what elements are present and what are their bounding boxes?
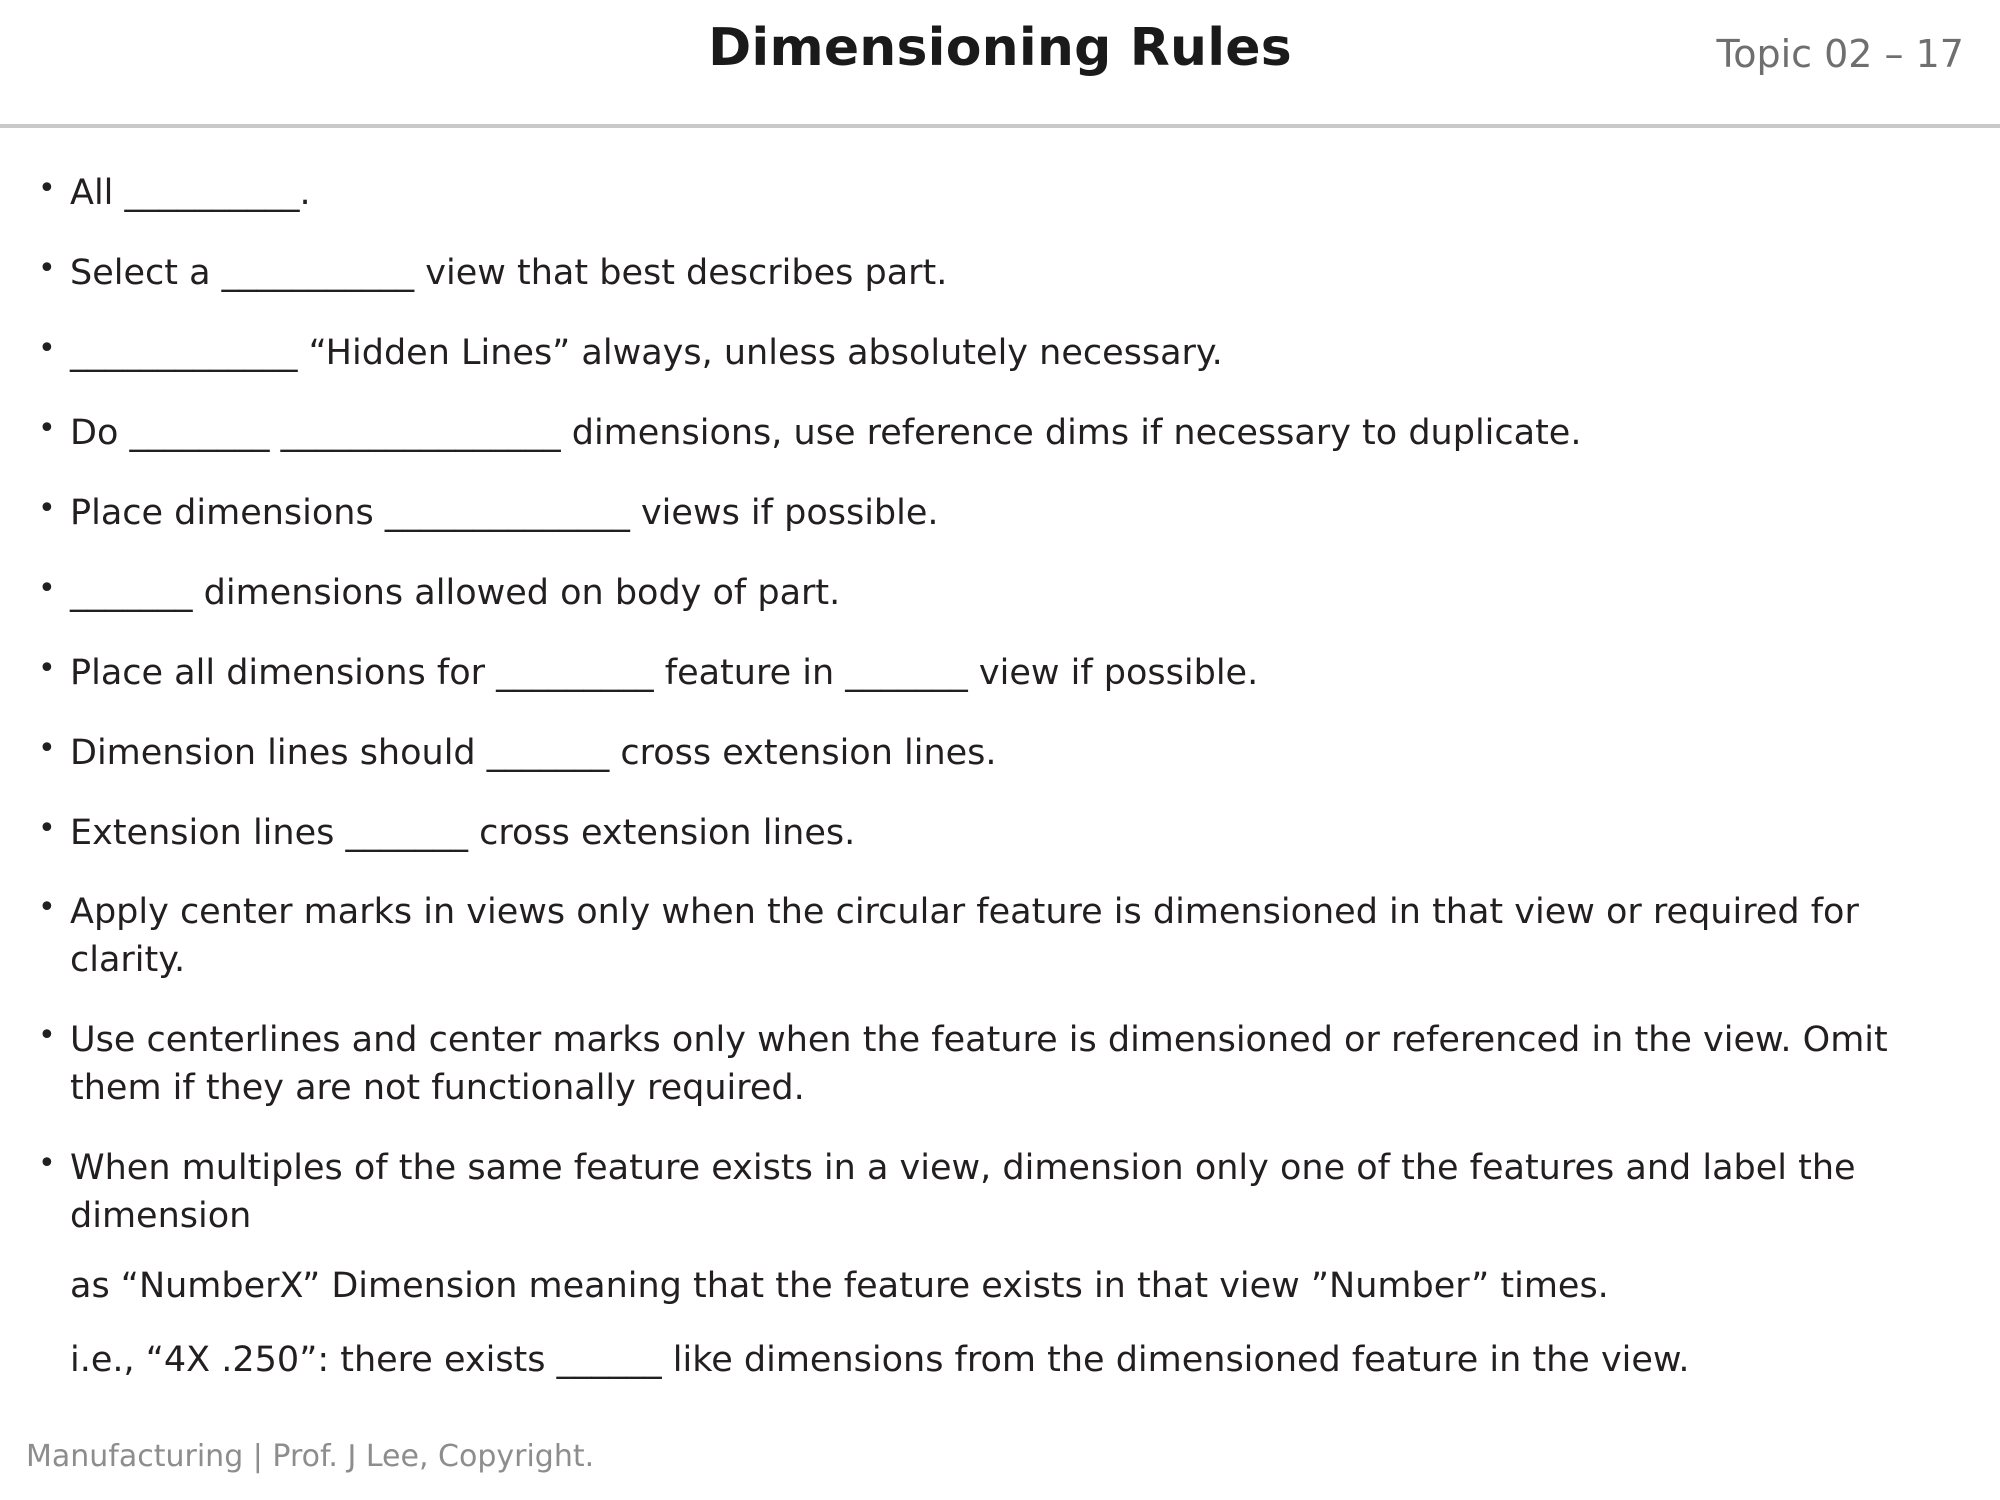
topic-number: Topic 02 – 17 [1716, 32, 1964, 76]
list-item: • Extension lines _______ cross extension lines. [26, 810, 1966, 858]
page-title: Dimensioning Rules [708, 18, 1292, 78]
header-divider [0, 124, 2000, 128]
list-item: • Dimension lines should _______ cross extension lines. [26, 730, 1966, 778]
list-item: • Apply center marks in views only when the circular feature is dimensioned in that view or required for clarity. [26, 889, 1966, 985]
list-item: • When multiples of the same feature exists in a view, dimension only one of the features and label the dimension [26, 1145, 1966, 1241]
list-item-sub: i.e., “4X .250”: there exists ______ like dimensions from the dimensioned feature in the view. [70, 1340, 1690, 1380]
bullet-list [26, 170, 1966, 1385]
list-item: • Use centerlines and center marks only when the feature is dimensioned or referenced in the view. Omit them if they are not functionally required. [26, 1017, 1966, 1113]
list-item: • Select a ___________ view that best describes part. [26, 250, 1966, 298]
list-item: • Place dimensions ______________ views if possible. [26, 490, 1966, 538]
list-item: • Place all dimensions for _________ feature in _______ view if possible. [26, 650, 1966, 698]
list-item: • _____________ “Hidden Lines” always, unless absolutely necessary. [26, 330, 1966, 378]
slide-body [0, 170, 2000, 1417]
list-item-sub: as “NumberX” Dimension meaning that the feature exists in that view ”Number” times. [70, 1266, 1609, 1307]
list-item: • All __________. [26, 170, 1966, 218]
slide-header [0, 0, 2000, 124]
list-item: • Do ________ ________________ dimensions, use reference dims if necessary to duplicate. [26, 410, 1966, 458]
footer-text: Manufacturing | Prof. J Lee, Copyright. [26, 1439, 595, 1474]
list-item: • _______ dimensions allowed on body of part. [26, 570, 1966, 618]
